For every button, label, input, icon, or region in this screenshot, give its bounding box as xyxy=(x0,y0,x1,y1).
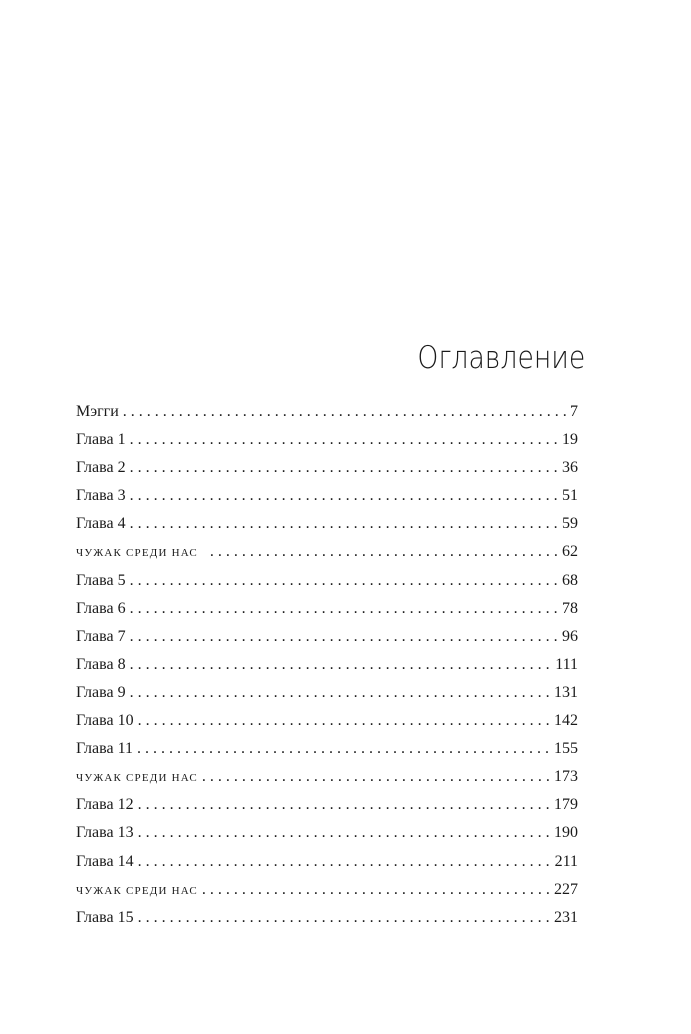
toc-entry-page: 173 xyxy=(554,768,578,786)
toc-entry-page: 68 xyxy=(562,571,578,589)
toc-entry-page: 7 xyxy=(570,403,578,420)
toc-entry-label: Глава 3 xyxy=(76,487,126,505)
toc-entry-label: Глава 9 xyxy=(76,683,126,701)
toc-entry-label: Глава 12 xyxy=(76,796,134,814)
toc-dot-leader xyxy=(130,482,558,510)
toc-entry-page: 51 xyxy=(562,487,578,505)
table-of-contents xyxy=(76,398,578,932)
toc-entry[interactable] xyxy=(76,904,578,932)
toc-entry[interactable] xyxy=(76,567,578,595)
toc-entry-label: Глава 2 xyxy=(76,459,126,477)
toc-entry-interlude[interactable] xyxy=(76,876,578,904)
toc-entry-label: Глава 13 xyxy=(76,824,134,842)
toc-entry[interactable] xyxy=(76,707,578,735)
toc-entry[interactable] xyxy=(76,623,578,651)
toc-entry-page: 111 xyxy=(555,655,578,673)
toc-entry-interlude[interactable] xyxy=(76,538,578,566)
toc-entry[interactable] xyxy=(76,848,578,876)
toc-entry-page: 227 xyxy=(554,880,578,898)
toc-dot-leader xyxy=(138,819,550,847)
toc-entry-label: Мэгги xyxy=(76,403,119,420)
toc-entry-page: 231 xyxy=(554,908,578,926)
toc-entry-page: 190 xyxy=(554,824,578,842)
toc-dot-leader xyxy=(130,510,558,538)
toc-entry-interlude[interactable] xyxy=(76,763,578,791)
toc-entry[interactable] xyxy=(76,595,578,623)
toc-entry-page: 96 xyxy=(562,627,578,645)
toc-entry[interactable] xyxy=(76,735,578,763)
toc-entry-label: Глава 10 xyxy=(76,712,134,730)
toc-dot-leader xyxy=(123,398,566,426)
toc-entry-label: ЧУЖАК СРЕДИ НАС xyxy=(76,547,198,560)
toc-entry-label: Глава 4 xyxy=(76,515,126,533)
toc-entry[interactable] xyxy=(76,791,578,819)
toc-entry[interactable] xyxy=(76,510,578,538)
toc-entry-page: 78 xyxy=(562,599,578,617)
toc-dot-leader xyxy=(130,426,558,454)
toc-entry[interactable] xyxy=(76,398,578,426)
toc-entry-label: Глава 14 xyxy=(76,852,134,870)
toc-dot-leader xyxy=(130,567,558,595)
toc-entry-page: 131 xyxy=(554,683,578,701)
toc-entry-page: 142 xyxy=(554,712,578,730)
toc-dot-leader xyxy=(210,538,558,566)
toc-entry-label: ЧУЖАК СРЕДИ НАС xyxy=(76,772,198,785)
toc-entry-page: 36 xyxy=(562,459,578,477)
toc-dot-leader xyxy=(137,735,550,763)
toc-entry[interactable] xyxy=(76,819,578,847)
toc-dot-leader xyxy=(138,848,551,876)
toc-dot-leader xyxy=(202,763,550,791)
toc-dot-leader xyxy=(130,595,558,623)
toc-entry-label: Глава 1 xyxy=(76,431,126,449)
toc-dot-leader xyxy=(130,679,550,707)
toc-entry-label: Глава 5 xyxy=(76,571,126,589)
toc-entry[interactable] xyxy=(76,454,578,482)
toc-dot-leader xyxy=(138,791,550,819)
toc-dot-leader xyxy=(130,623,558,651)
toc-entry-label: Глава 6 xyxy=(76,599,126,617)
toc-entry-label: Глава 15 xyxy=(76,908,134,926)
toc-entry-label: Глава 11 xyxy=(76,740,133,758)
toc-entry[interactable] xyxy=(76,651,578,679)
toc-dot-leader xyxy=(202,876,550,904)
toc-title: Оглавление xyxy=(417,340,585,376)
toc-dot-leader xyxy=(138,904,550,932)
toc-entry[interactable] xyxy=(76,482,578,510)
toc-dot-leader xyxy=(130,651,552,679)
toc-entry-label: ЧУЖАК СРЕДИ НАС xyxy=(76,884,198,897)
toc-entry-page: 19 xyxy=(562,431,578,449)
toc-entry-label: Глава 7 xyxy=(76,627,126,645)
toc-entry[interactable] xyxy=(76,426,578,454)
toc-entry-page: 155 xyxy=(554,740,578,758)
toc-entry-page: 59 xyxy=(562,515,578,533)
toc-entry-page: 179 xyxy=(554,796,578,814)
toc-entry-label: Глава 8 xyxy=(76,655,126,673)
toc-entry-page: 211 xyxy=(554,852,578,870)
toc-dot-leader xyxy=(130,454,558,482)
toc-dot-leader xyxy=(138,707,550,735)
toc-entry-page: 62 xyxy=(562,543,578,561)
toc-entry[interactable] xyxy=(76,679,578,707)
